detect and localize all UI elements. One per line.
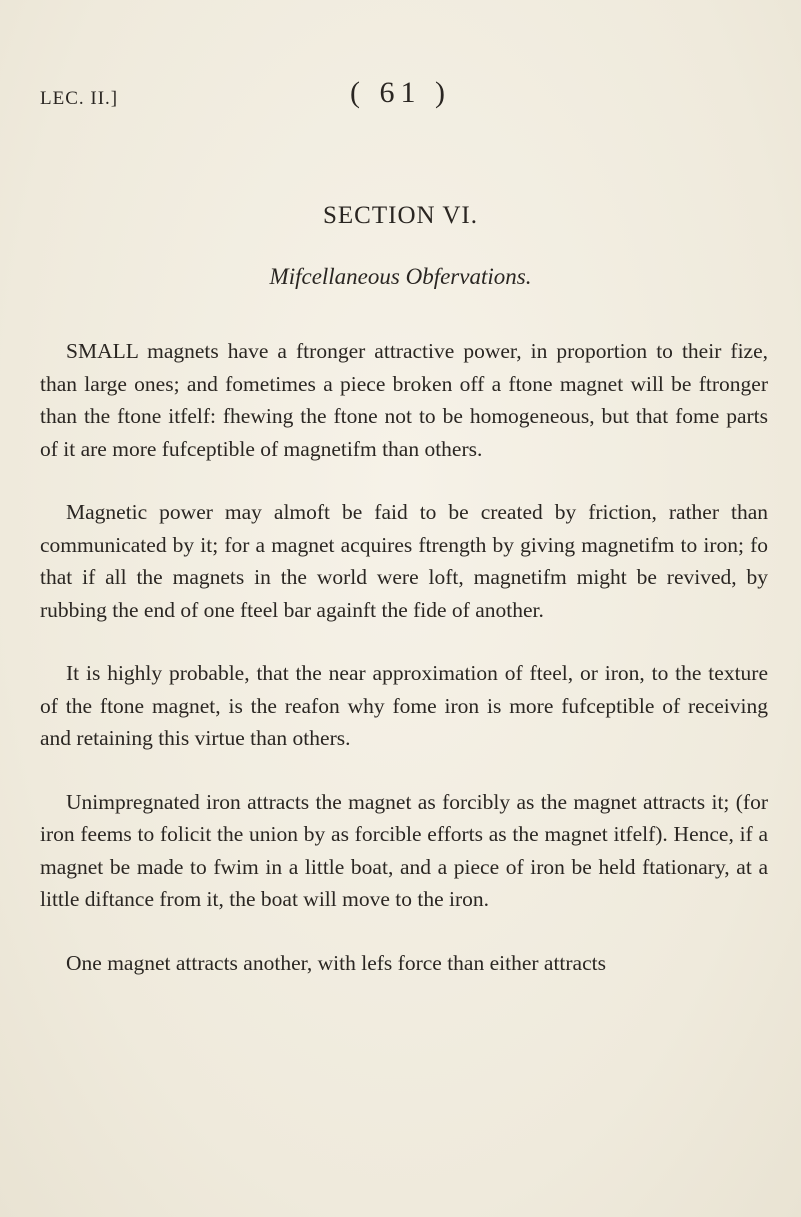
- section-subtitle: Mifcellaneous Obfervations.: [269, 264, 532, 289]
- paragraph-1: SMALL magnets have a ftronger attractive power, in proportion to their fize, than large ones; and fometimes a piece broken off a ftone magnet will be ftronger than the ftone itfelf: fhewing the ftone not to be homogeneous, but that fome parts of it are more fufceptible of magnetifm than others.: [40, 339, 768, 461]
- paragraph-2: Magnetic power may almoft be faid to be created by friction, rather than communicated by it; for a magnet acquires ftrength by giving magnetifm to iron; fo that if all the magnets in the world were loft, magnetifm might be revived, by rubbing the end of one fteel bar againft the fide of another.: [40, 500, 768, 622]
- body-text: [40, 335, 768, 979]
- paragraph-5: One magnet attracts another, with lefs force than either attracts: [66, 950, 606, 975]
- paragraph-4: Unimpregnated iron attracts the magnet as forcibly as the magnet attracts it; (for iron feems to folicit the union by as forcible efforts as the magnet itfelf). Hence, if a magnet be made to fwim in a little boat, and a piece of iron be held ftationary, at a little diftance from it, the boat will move to the iron.: [40, 789, 768, 911]
- lecture-reference: LEC. II.]: [40, 88, 119, 109]
- paragraph-3: It is highly probable, that the near approximation of fteel, or iron, to the texture of the ftone magnet, is the reafon why fome iron is more fufceptible of receiving and retaining this virtue than others.: [40, 661, 768, 750]
- page-number: ( 61 ): [350, 76, 451, 109]
- running-head: [0, 76, 801, 116]
- section-title: SECTION VI.: [323, 202, 478, 229]
